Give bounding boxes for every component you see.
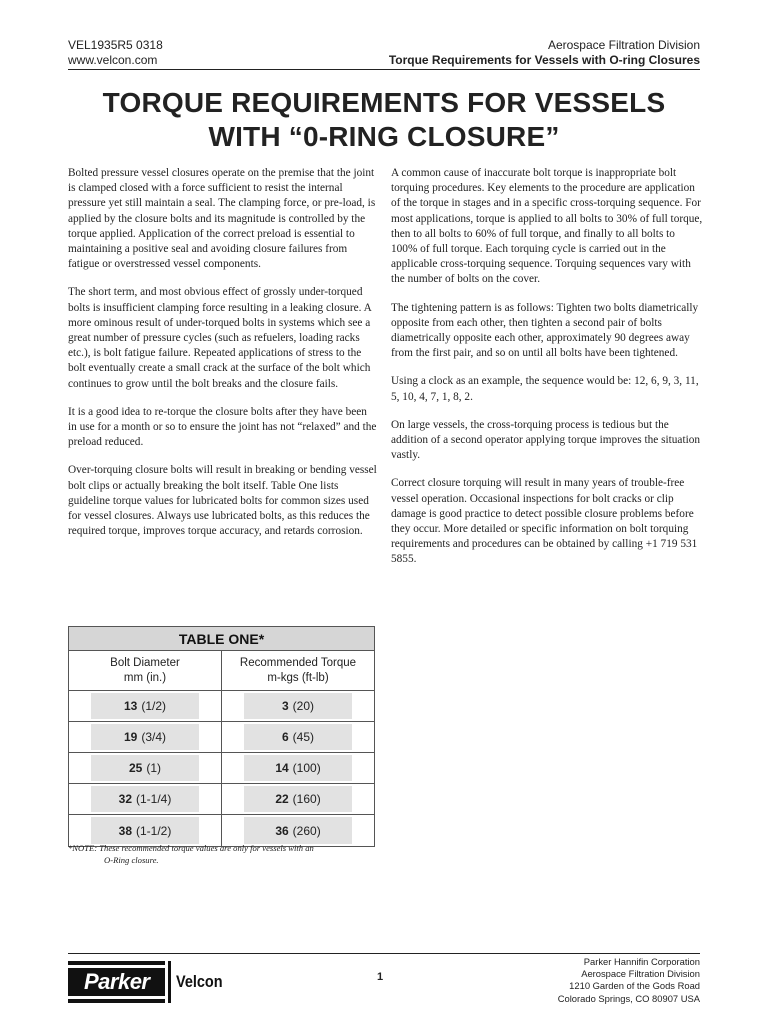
table-title: TABLE ONE*: [69, 627, 374, 651]
torque-ftlb: (160): [292, 792, 321, 806]
bolt-mm: 32: [118, 792, 132, 806]
header-bolt-diameter: [69, 651, 222, 690]
cell-recommended-torque: [222, 691, 374, 721]
torque-ftlb: (20): [292, 699, 315, 713]
torque-ftlb: (100): [292, 761, 321, 775]
cell-value: [91, 755, 199, 781]
cell-recommended-torque: [222, 753, 374, 783]
cell-value: [244, 755, 352, 781]
footer-divider: [68, 953, 700, 954]
cell-value: [244, 786, 352, 812]
torque-mkg: 22: [275, 792, 289, 806]
torque-mkg: 6: [281, 730, 289, 744]
parker-logo-block: [68, 961, 165, 1003]
note-line-2: O-Ring closure.: [104, 855, 159, 865]
header-text: Bolt Diameter: [110, 656, 180, 669]
cell-value: [91, 817, 199, 844]
header-unit: m-kgs (ft-lb): [267, 671, 329, 684]
table-body: [69, 691, 374, 846]
doc-code: VEL1935R5 0318: [68, 38, 163, 52]
table-row: [69, 753, 374, 784]
bolt-mm: 13: [123, 699, 138, 713]
logo-stripe: [68, 996, 165, 999]
header-divider: [68, 69, 700, 70]
address-street: 1210 Garden of the Gods Road: [569, 980, 700, 992]
header-unit: mm (in.): [123, 671, 167, 684]
logo-stripe: [68, 965, 165, 968]
paragraph: It is a good idea to re-torque the closure bolts after they have been in use for a month or so to ensure the joint has not “relaxed” and the preload reduced.: [68, 405, 377, 449]
header-left: [68, 38, 163, 68]
paragraph: On large vessels, the cross-torquing process is tedious but the addition of a second operator applying torque improves the situation vastly.: [391, 418, 701, 462]
bolt-inches: (1-1/4): [136, 792, 172, 806]
table-note: [68, 842, 378, 866]
cell-value: [91, 724, 199, 750]
cell-bolt-diameter: [69, 722, 222, 752]
bolt-mm: 38: [118, 823, 132, 838]
cell-value: [91, 693, 199, 719]
bolt-mm: 19: [123, 730, 138, 744]
address-city: Colorado Springs, CO 80907 USA: [557, 992, 700, 1004]
bolt-mm: 25: [128, 761, 143, 775]
bolt-inches: (1): [146, 761, 162, 775]
address-division: Aerospace Filtration Division: [581, 968, 700, 980]
cell-value: [244, 817, 352, 844]
header-text: Recommended Torque: [239, 656, 357, 669]
torque-ftlb: (45): [292, 730, 315, 744]
table-header-row: [69, 651, 374, 691]
header-division: Aerospace Filtration Division: [547, 38, 700, 52]
page-title: [40, 86, 728, 154]
paragraph: The tightening pattern is as follows: Tighten two bolts diametrically opposite from each other, then tighten a second pair of bolts diametrically opposite each other, approximately 90 degrees away from the first pair, and so on until all bolts have been tightened.: [391, 301, 699, 360]
cell-bolt-diameter: [69, 784, 222, 814]
paragraph: Over-torquing closure bolts will result in breaking or bending vessel bolt clips or actually breaking the bolt itself. Table One lists guideline torque values for lubricated bolts for common sizes used for vessel closures. Always use lubricated bolts, as this reduces the required torque, improves torque accuracy, and retards corrosion.: [68, 464, 377, 538]
header-right: [389, 38, 700, 68]
paragraph: Using a clock as an example, the sequence would be: 12, 6, 9, 3, 11, 5, 10, 4, 7, 1, 8, 2.: [391, 375, 699, 403]
logo-separator: [168, 961, 171, 1003]
bolt-inches: (1-1/2): [136, 823, 172, 838]
paragraph: Bolted pressure vessel closures operate on the premise that the joint is clamped closed with a force sufficient to resist the internal pressure yet still maintain a seal. The clamping force, or pre-load, is applied by the closure bolts and its magnitude is controlled by the torque applied. Application of the correct preload is essential to maintaining a positive seal and avoiding closure failures from fatigue or overstressed vessel components.: [68, 167, 376, 271]
header-subtitle: Torque Requirements for Vessels with O-ring Closures: [388, 53, 700, 67]
page-number: 1: [377, 971, 384, 983]
right-column: [391, 166, 703, 581]
table-row: [69, 691, 374, 722]
title-line-2: WITH “0-RING CLOSURE”: [208, 121, 560, 152]
cell-value: [91, 786, 199, 812]
torque-mkg: 14: [275, 761, 289, 775]
torque-mkg: 3: [281, 699, 289, 713]
paragraph: The short term, and most obvious effect of grossly under-torqued bolts is insufficient clamping force resulting in a leaking closure. A more ominous result of under-torqued bolts in systems which see a great number of pressure cycles (such as refuelers, loading racks etc.), is bolt fatigue failure. Repeated applications of stress to the bolt eventually create a small crack at the surface of the bolt which continues to grow until the bolt breaks and the closure fails.: [68, 286, 372, 390]
parker-wordmark: Parker: [68, 970, 165, 994]
torque-table: [68, 626, 375, 847]
left-column: [68, 166, 378, 552]
cell-recommended-torque: [222, 722, 374, 752]
cell-recommended-torque: [222, 784, 374, 814]
cell-bolt-diameter: [69, 753, 222, 783]
parker-velcon-logo: [68, 961, 231, 1003]
bolt-inches: (1/2): [141, 699, 167, 713]
table-row: [69, 722, 374, 753]
footer-address: [558, 956, 700, 1005]
paragraph: Correct closure torquing will result in many years of trouble-free vessel operation. Occasional inspections for bolt cracks or clip damage is good practice to detect possible closure problems before they occur. More detailed or specific information on bolt torquing requirements and procedures can be obtained by calling +1 719 531 5855.: [391, 477, 698, 566]
table-row: [69, 784, 374, 815]
cell-value: [244, 693, 352, 719]
bolt-inches: (3/4): [141, 730, 167, 744]
website-link[interactable]: www.velcon.com: [68, 53, 158, 67]
velcon-wordmark: Velcon: [176, 972, 223, 991]
torque-ftlb: (260): [292, 823, 321, 838]
cell-bolt-diameter: [69, 691, 222, 721]
paragraph: A common cause of inaccurate bolt torque is inappropriate bolt torquing procedures. Key elements to the procedure are application of the torque in stages and in a specific cross-torquing sequence. For most applications, torque is applied to all bolts to 30% of full torque, then to all bolts to 60% of full torque, and finally to all bolts to 100% of full torque. Each torquing cycle is carried out in the applicable cross-torquing sequence. Torquing sequences vary with the number of bolts on the cover.: [391, 167, 703, 286]
note-line-1: *NOTE: These recommended torque values are only for vessels with an: [68, 843, 314, 853]
header-recommended-torque: [222, 651, 374, 690]
cell-value: [244, 724, 352, 750]
torque-mkg: 36: [275, 823, 289, 838]
address-company: Parker Hannifin Corporation: [583, 956, 700, 967]
title-line-1: TORQUE REQUIREMENTS FOR VESSELS: [102, 87, 666, 118]
